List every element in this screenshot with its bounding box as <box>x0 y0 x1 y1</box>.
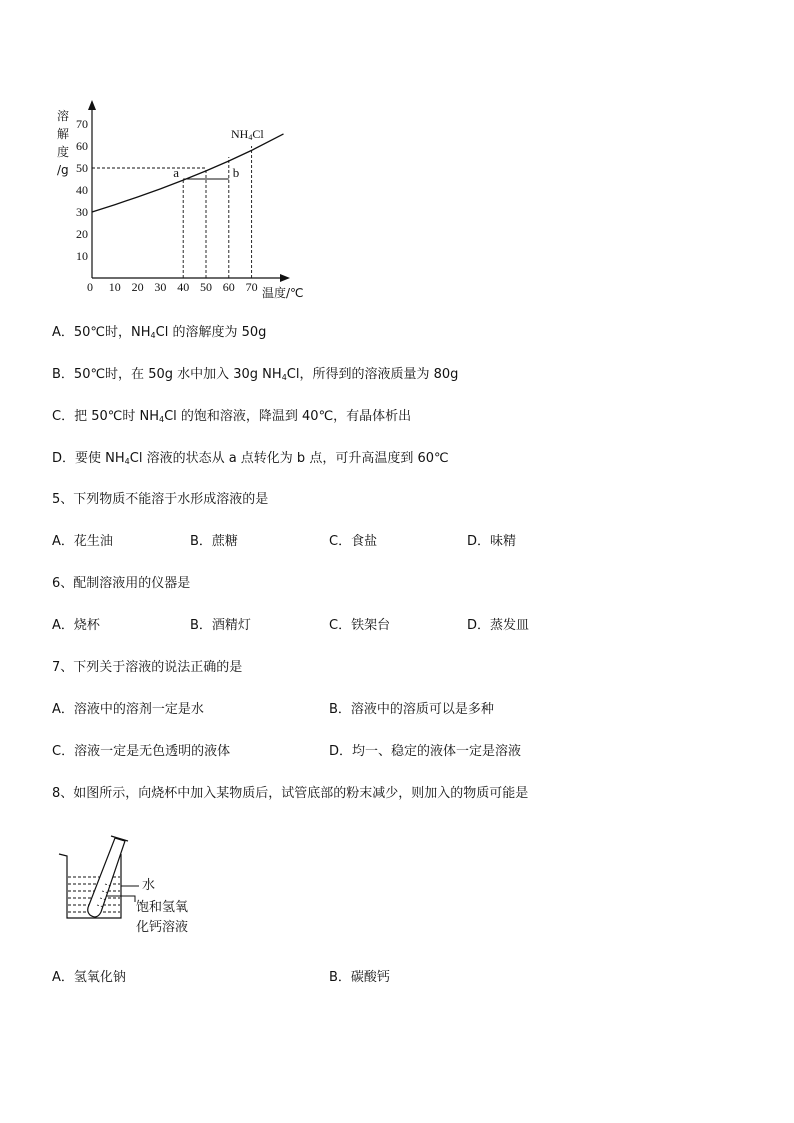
q4-option-d-sub: 4 <box>124 457 130 466</box>
figure-label-solution-2: 化钙溶液 <box>136 920 189 935</box>
q6-option-c: C．铁架台 <box>329 618 391 633</box>
q7-option-d: D．均一、稳定的液体一定是溶液 <box>329 744 522 759</box>
q6-option-d: D．蒸发皿 <box>467 618 530 633</box>
series-label-main: NH <box>231 127 249 141</box>
x-tick-label: 70 <box>245 280 258 294</box>
q7-stem: 7、下列关于溶液的说法正确的是 <box>52 660 243 675</box>
y-tick-label: 70 <box>76 117 88 131</box>
q5-option-d: D．味精 <box>467 534 517 549</box>
series-label-tail: Cl <box>252 127 264 141</box>
y-tick-label: 30 <box>76 205 88 219</box>
q4-option-b-text1: B．50℃时，在 50g 水中加入 30g NH <box>52 367 282 382</box>
x-tick-label: 50 <box>200 280 212 294</box>
q4-option-a-text2: Cl 的溶解度为 50g <box>155 325 267 340</box>
test-tube <box>88 836 128 917</box>
nh4cl-solubility-curve <box>92 134 284 212</box>
y-axis-label-char: 解 <box>57 127 70 141</box>
y-axis-arrow <box>88 100 96 110</box>
q4-option-b <box>52 367 458 386</box>
x-axis-label: 温度/℃ <box>262 286 304 300</box>
y-axis-label-char: /g <box>57 163 69 177</box>
figure-label-solution-1: 饱和氢氧 <box>136 900 189 915</box>
x-tick-label: 30 <box>154 280 167 294</box>
q5-option-b: B．蔗糖 <box>190 534 238 549</box>
y-tick-label: 20 <box>76 227 88 241</box>
q4-option-c <box>52 409 411 428</box>
q4-option-c-text1: C．把 50℃时 NH <box>52 409 159 424</box>
q8-option-a: A．氢氧化钠 <box>52 970 126 985</box>
q5-option-c: C．食盐 <box>329 534 378 549</box>
y-tick-label: 10 <box>76 249 88 263</box>
q4-option-b-text2: Cl，所得到的溶液质量为 80g <box>286 367 459 382</box>
q4-option-d <box>52 451 449 470</box>
q8-stem: 8、如图所示，向烧杯中加入某物质后，试管底部的粉末减少，则加入的物质可能是 <box>52 786 529 801</box>
q4-option-a-text1: A．50℃时，NH <box>52 325 151 340</box>
q6-option-b: B．酒精灯 <box>190 618 251 633</box>
q4-option-c-text2: Cl 的饱和溶液，降温到 40℃，有晶体析出 <box>164 409 412 424</box>
q7-option-b: B．溶液中的溶质可以是多种 <box>329 702 494 717</box>
y-tick-label: 60 <box>76 139 88 153</box>
beaker-test-tube-figure <box>55 832 215 940</box>
x-tick-label: 20 <box>131 280 144 294</box>
x-axis-arrow <box>280 274 290 282</box>
q4-option-a <box>52 325 266 344</box>
q4-option-a-sub: 4 <box>150 331 156 340</box>
q8-option-b: B．碳酸钙 <box>329 970 390 985</box>
x-tick-label: 60 <box>222 280 235 294</box>
q7-option-c: C．溶液一定是无色透明的液体 <box>52 744 231 759</box>
q6-stem: 6、配制溶液用的仪器是 <box>52 576 191 591</box>
q4-option-c-sub: 4 <box>158 415 165 424</box>
q5-option-a: A．花生油 <box>52 534 113 549</box>
q7-option-a: A．溶液中的溶剂一定是水 <box>52 702 204 717</box>
point-a-label: a <box>173 165 179 180</box>
point-b-label: b <box>232 165 240 180</box>
y-axis-label-char: 度 <box>57 145 70 159</box>
x-tick-label: 10 <box>108 280 121 294</box>
x-tick-label: 0 <box>87 280 93 294</box>
x-tick-label: 40 <box>177 280 190 294</box>
q5-stem: 5、下列物质不能溶于水形成溶液的是 <box>52 492 269 507</box>
series-label-sub: 4 <box>248 133 253 142</box>
q4-option-b-sub: 4 <box>281 373 287 382</box>
figure-label-water: 水 <box>142 878 156 893</box>
y-axis-label-char: 溶 <box>57 109 70 123</box>
q4-option-d-text1: D．要使 NH <box>52 451 125 466</box>
series-label-nh4cl <box>231 127 264 142</box>
y-tick-label: 40 <box>76 183 88 197</box>
q6-option-a: A．烧杯 <box>52 618 100 633</box>
q4-option-d-text2: Cl 溶液的状态从 a 点转化为 b 点，可升高温度到 60℃ <box>129 451 449 466</box>
y-tick-label: 50 <box>76 161 88 175</box>
solubility-chart <box>50 98 320 308</box>
